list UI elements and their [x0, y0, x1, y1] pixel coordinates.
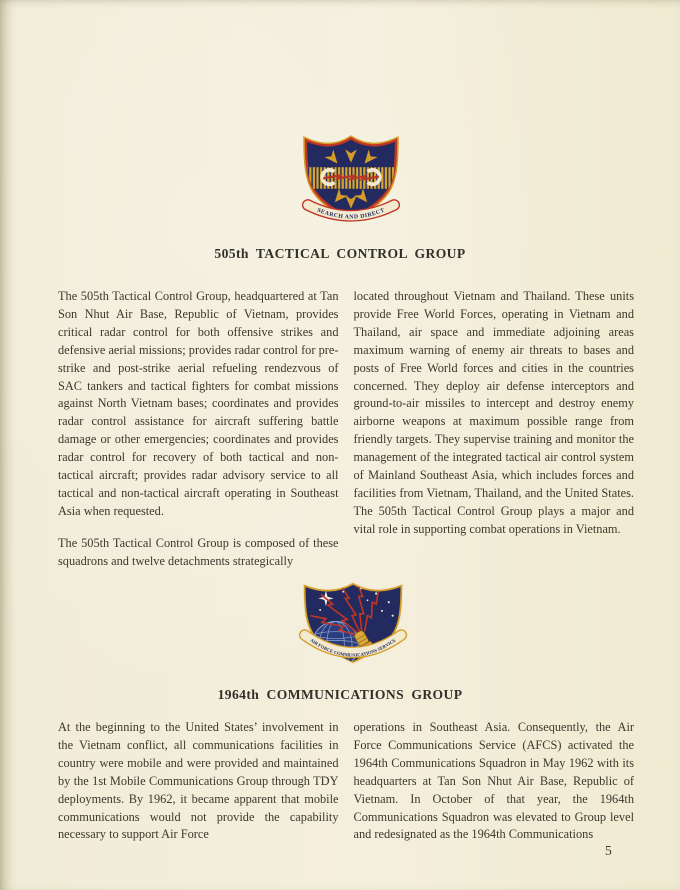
paragraph: located throughout Vietnam and Thailand. These units provide Free World Forces, operating in Vietnam and Thailand, air space and immediate adjoining areas maximum warning of enemy air threats to bases and posts of Free World forces and cities in the countries concerned. They deploy air defense interceptors and ground-to-air missiles to intercept and destroy enemy airborne weapons at maximum possible range from friendly targets. They supervise training and monitor the management of the integrated tactical air control system of Mainland Southeast Asia, which includes forces and facilities from Vietnam, Thailand, and the United States. The 505th Tactical Control Group plays a major and vital role in supporting combat operations in Vietnam. — [353, 289, 634, 536]
paragraph: At the beginning to the United States’ involvement in the Vietnam conflict, all communications facilities in country were mobile and were provided and maintained by the 1st Mobile Communications Group through TDY deployments. By 1962, it became apparent that mobile communications would not provide the capability necessary to support Air Force — [58, 720, 339, 842]
right-column-1964th — [354, 719, 635, 844]
paragraph: operations in Southeast Asia. Consequently, the Air Force Communications Service (AFCS) activated the 1964th Communications Squadron in May 1962 with its headquarters at Tan Son Nhut Air Base, Republic of Vietnam. In October of that year, the 1964th Communications Squadron was elevated to Group level and redesignated as the 1964th Communications — [353, 720, 634, 842]
section-heading-505th: 505th TACTICAL CONTROL GROUP — [214, 246, 466, 261]
emblem-505th-tactical-control-group — [297, 133, 405, 236]
left-column-1964th — [58, 719, 339, 844]
left-column-505th — [58, 288, 339, 571]
paragraph: The 505th Tactical Control Group is composed of these squadrons and twelve detachments strategically — [58, 535, 339, 568]
motto-text-505: SEARCH AND DIRECT — [316, 207, 386, 221]
columns-505th — [58, 288, 634, 571]
motto-text-afcs: AIR FORCE COMMUNICATIONS SERVICE — [308, 638, 398, 659]
page-number: 5 — [605, 843, 612, 858]
section-heading-1964th: 1964th COMMUNICATIONS GROUP — [217, 687, 463, 702]
columns-1964th — [58, 719, 634, 844]
paragraph: The 505th Tactical Control Group, headquartered at Tan Son Nhut Air Base, Republic of Vietnam, provides critical radar control for both offensive strikes and defensive aerial missions; provides radar control for pre-strike and post-strike aerial refueling rendezvous of SAC tankers and tactical fighters for combat missions against North Vietnam bases; coordinates and provides radar control assistance for aircraft suffering battle damage or other emergencies; coordinates and provides radar control for recovery of both tactical and non-tactical aircraft; provides radar advisory service to all tactical and non-tactical aircraft operating in Southeast Asia when requested. — [58, 289, 339, 518]
right-column-505th — [354, 288, 635, 571]
emblem-air-force-communications-service — [295, 579, 411, 678]
